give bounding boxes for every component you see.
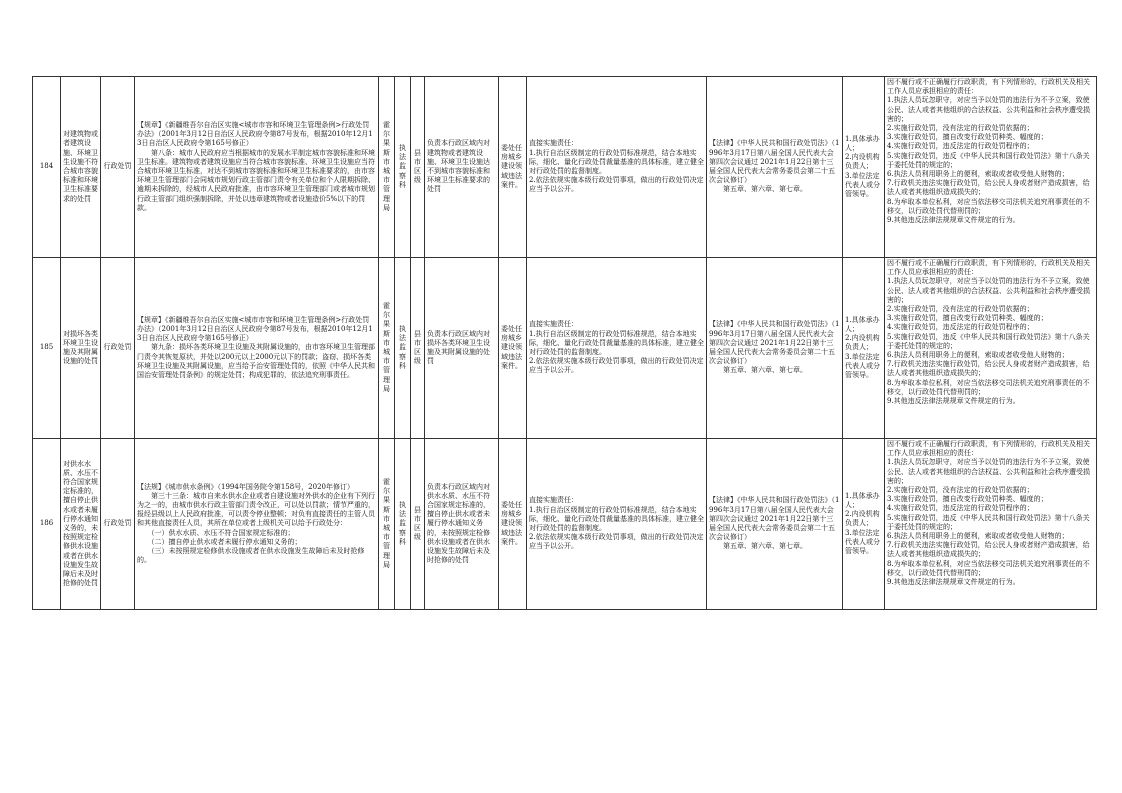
accountable-persons: 1.具体承办人； 2.内设机构负责人； 3.单位法定代表人或分管领导。	[843, 77, 885, 258]
item-number: 185	[33, 258, 61, 439]
duty-description: 负责本行政区域内对供水水质、水压不符合国家规定标准的，擅自停止供水或者未履行停水通知义务的，未按照规定检修供水设施或者在供水设施发生故障后未及时抢修的处罚	[425, 439, 499, 610]
item-name: 对损坏各类环境卫生设施及其附属设施的处罚	[61, 258, 101, 439]
item-category: 行政处罚	[101, 258, 135, 439]
table-row	[33, 439, 1097, 610]
table-row	[33, 258, 1097, 439]
executing-office: 执法监察科	[395, 439, 411, 610]
responsibility-law: 【法律】《中华人民共和国行政处罚法》（1996年3月17日第八届全国人民代表大会第四次会议通过 2021年1月22日第十三届全国人民代表大会常务委员会第二十五次会议修订） 第五章、第六章、第七章。	[707, 258, 843, 439]
accountability-conditions: 因不履行或不正确履行行政职责，有下列情形的，行政机关及相关工作人员应承担相应的责任： 1.执法人员玩忽职守，对应当予以处罚的违法行为不予立案，致使公民、法人或者其他组织的合法权益、公共利益和社会秩序遭受损害的； 2.实施行政处罚，没有法定的行政处罚依据的； 3.实施行政处罚，擅自改变行政处罚种类、幅度的； 4.实施行政处罚，违反法定的行政处罚程序的； 5.实施行政处罚，违反《中华人民共和国行政处罚法》第十八条关于委托处罚的规定的； 6.执法人员利用职务上的便利，索取或者收受他人财物的； 7.行政机关违法实施行政处罚，给公民人身或者财产造成损害，给法人或者其他组织造成损失的； 8.为牟取本单位私利，对应当依法移交司法机关追究刑事责任的不移交，以行政处罚代替刑罚的； 9.其他违反法律法规规章文件规定的行为。	[885, 439, 1097, 610]
admin-level: 县市区级	[411, 439, 425, 610]
department: 霍尔果斯市城市管理局	[379, 439, 395, 610]
accountable-persons: 1.具体承办人； 2.内设机构负责人； 3.单位法定代表人或分管领导。	[843, 439, 885, 610]
legal-basis: 【规章】《新疆维吾尔自治区实施<城市市容和环境卫生管理条例>行政处罚办法》（2001年3月12日自治区人民政府令第87号发布，根据2010年12月13日自治区人民政府令第165号修正） 第八条：城市人民政府应当根据城市的发展水平制定城市容貌标准和环境卫生标准。建筑物或者建筑设施应当符合城市容貌标准、环境卫生设施应当符合城市环境卫生标准，对达不到城市容貌标准和环境卫生标准要求的，由市容环境卫生管理部门会同城市规划行政主管部门责令有关单位和个人限期拆除、逾期未拆除的，经城市人民政府批准，由市容环境卫生管理部门或者城市规划行政主管部门组织强制拆除，并处以违章建筑物或者设施造价5%以下的罚款。	[135, 77, 379, 258]
department: 霍尔果斯市城市管理局	[379, 258, 395, 439]
legal-basis: 【规章】《新疆维吾尔自治区实施<城市市容和环境卫生管理条例>行政处罚办法》（2001年3月12日自治区人民政府令第87号发布，根据2010年12月13日自治区人民政府令第165号修正） 第九条：损坏各类环境卫生设施及其附属设施的，由市容环境卫生管理部门责令其恢复原状，并处以200元以上2000元以下的罚款；盗窃、损坏各类环境卫生设施及其附属设施，应当给予治安管理处罚的，依照《中华人民共和国治安管理处罚条例》的规定处罚；构成犯罪的，依法追究刑事责任。	[135, 258, 379, 439]
accountability-conditions: 因不履行或不正确履行行政职责，有下列情形的，行政机关及相关工作人员应承担相应的责任： 1.执法人员玩忽职守，对应当予以处罚的违法行为不予立案，致使公民、法人或者其他组织的合法权益、公共利益和社会秩序遭受损害的； 2.实施行政处罚，没有法定的行政处罚依据的； 3.实施行政处罚，擅自改变行政处罚种类、幅度的； 4.实施行政处罚，违反法定的行政处罚程序的； 5.实施行政处罚，违反《中华人民共和国行政处罚法》第十八条关于委托处罚的规定的； 6.执法人员利用职务上的便利，索取或者收受他人财物的； 7.行政机关违法实施行政处罚，给公民人身或者财产造成损害，给法人或者其他组织造成损失的； 8.为牟取本单位私利，对应当依法移交司法机关追究刑事责任的不移交，以行政处罚代替刑罚的； 9.其他违反法律法规规章文件规定的行为。	[885, 77, 1097, 258]
responsibility-law: 【法律】《中华人民共和国行政处罚法》（1996年3月17日第八届全国人民代表大会第四次会议通过 2021年1月22日第十三届全国人民代表大会常务委员会第二十五次会议修订） 第五章、第六章、第七章。	[707, 439, 843, 610]
duty-list-table	[32, 76, 1097, 610]
responsible-subject: 委处任房城乡建设领域违法案件。	[499, 258, 527, 439]
responsible-subject: 委处任房城乡建设领域违法案件。	[499, 77, 527, 258]
item-number: 184	[33, 77, 61, 258]
department: 霍尔果斯市城市管理局	[379, 77, 395, 258]
executing-office: 执法监察科	[395, 77, 411, 258]
item-name: 对供水水质、水压不符合国家规定标准的，擅自停止供水或者未履行停水通知义务的，未按照规定检修供水设施或者在供水设施发生故障后未及时抢修的处罚	[61, 439, 101, 610]
item-number: 186	[33, 439, 61, 610]
item-name: 对建筑物或者建筑设施、环境卫生设施不符合城市容貌标准和环境卫生标准要求的处罚	[61, 77, 101, 258]
responsibility-items: 直接实施责任： 1.执行自治区级制定的行政处罚标准规范，结合本地实际，细化、量化行政处罚裁量基准的具体标准，建立健全对行政处罚的监督制度。 2.依法依规实施本级行政处罚事项，做出的行政处罚决定应当予以公开。	[527, 258, 707, 439]
duty-description: 负责本行政区域内对损坏各类环境卫生设施及其附属设施的处罚	[425, 258, 499, 439]
item-category: 行政处罚	[101, 439, 135, 610]
admin-level: 县市区级	[411, 258, 425, 439]
accountability-conditions: 因不履行或不正确履行行政职责，有下列情形的，行政机关及相关工作人员应承担相应的责任： 1.执法人员玩忽职守，对应当予以处罚的违法行为不予立案，致使公民、法人或者其他组织的合法权益、公共利益和社会秩序遭受损害的； 2.实施行政处罚，没有法定的行政处罚依据的； 3.实施行政处罚，擅自改变行政处罚种类、幅度的； 4.实施行政处罚，违反法定的行政处罚程序的； 5.实施行政处罚，违反《中华人民共和国行政处罚法》第十八条关于委托处罚的规定的； 6.执法人员利用职务上的便利，索取或者收受他人财物的； 7.行政机关违法实施行政处罚，给公民人身或者财产造成损害，给法人或者其他组织造成损失的； 8.为牟取本单位私利，对应当依法移交司法机关追究刑事责任的不移交，以行政处罚代替刑罚的； 9.其他违反法律法规规章文件规定的行为。	[885, 258, 1097, 439]
table-row	[33, 77, 1097, 258]
executing-office: 执法监察科	[395, 258, 411, 439]
accountable-persons: 1.具体承办人； 2.内设机构负责人； 3.单位法定代表人或分管领导。	[843, 258, 885, 439]
responsibility-items: 直接实施责任： 1.执行自治区级制定的行政处罚标准规范，结合本地实际，细化、量化行政处罚裁量基准的具体标准，建立健全对行政处罚的监督制度。 2.依法依规实施本级行政处罚事项，做出的行政处罚决定应当予以公开。	[527, 77, 707, 258]
responsibility-items: 直接实施责任： 1.执行自治区级制定的行政处罚标准规范，结合本地实际，细化、量化行政处罚裁量基准的具体标准，建立健全对行政处罚的监督制度。 2.依法依规实施本级行政处罚事项，做出的行政处罚决定应当予以公开。	[527, 439, 707, 610]
responsibility-law: 【法律】《中华人民共和国行政处罚法》（1996年3月17日第八届全国人民代表大会第四次会议通过 2021年1月22日第十三届全国人民代表大会常务委员会第二十五次会议修订） 第五章、第六章、第七章。	[707, 77, 843, 258]
legal-basis: 【法规】《城市供水条例》（1994年国务院令第158号，2020年修订） 第三十三条：城市自来水供水企业或者自建设施对外供水的企业有下列行为之一的，由城市供水行政主管部门责令改正，可以处以罚款；情节严重的，报经县级以上人民政府批准，可以责令停业整顿；对负有直接责任的主管人员和其他直接责任人员，其所在单位或者上级机关可以给予行政处分： （一）供水水质、水压不符合国家规定标准的； （二）擅自停止供水或者未履行停水通知义务的； （三）未按照规定检修供水设施或者在供水设施发生故障后未及时抢修的。	[135, 439, 379, 610]
duty-description: 负责本行政区域内对建筑物或者建筑设施、环境卫生设施达不到城市容貌标准和环境卫生标准要求的处罚	[425, 77, 499, 258]
admin-level: 县市区级	[411, 77, 425, 258]
responsible-subject: 委处任房城乡建设领域违法案件。	[499, 439, 527, 610]
item-category: 行政处罚	[101, 77, 135, 258]
